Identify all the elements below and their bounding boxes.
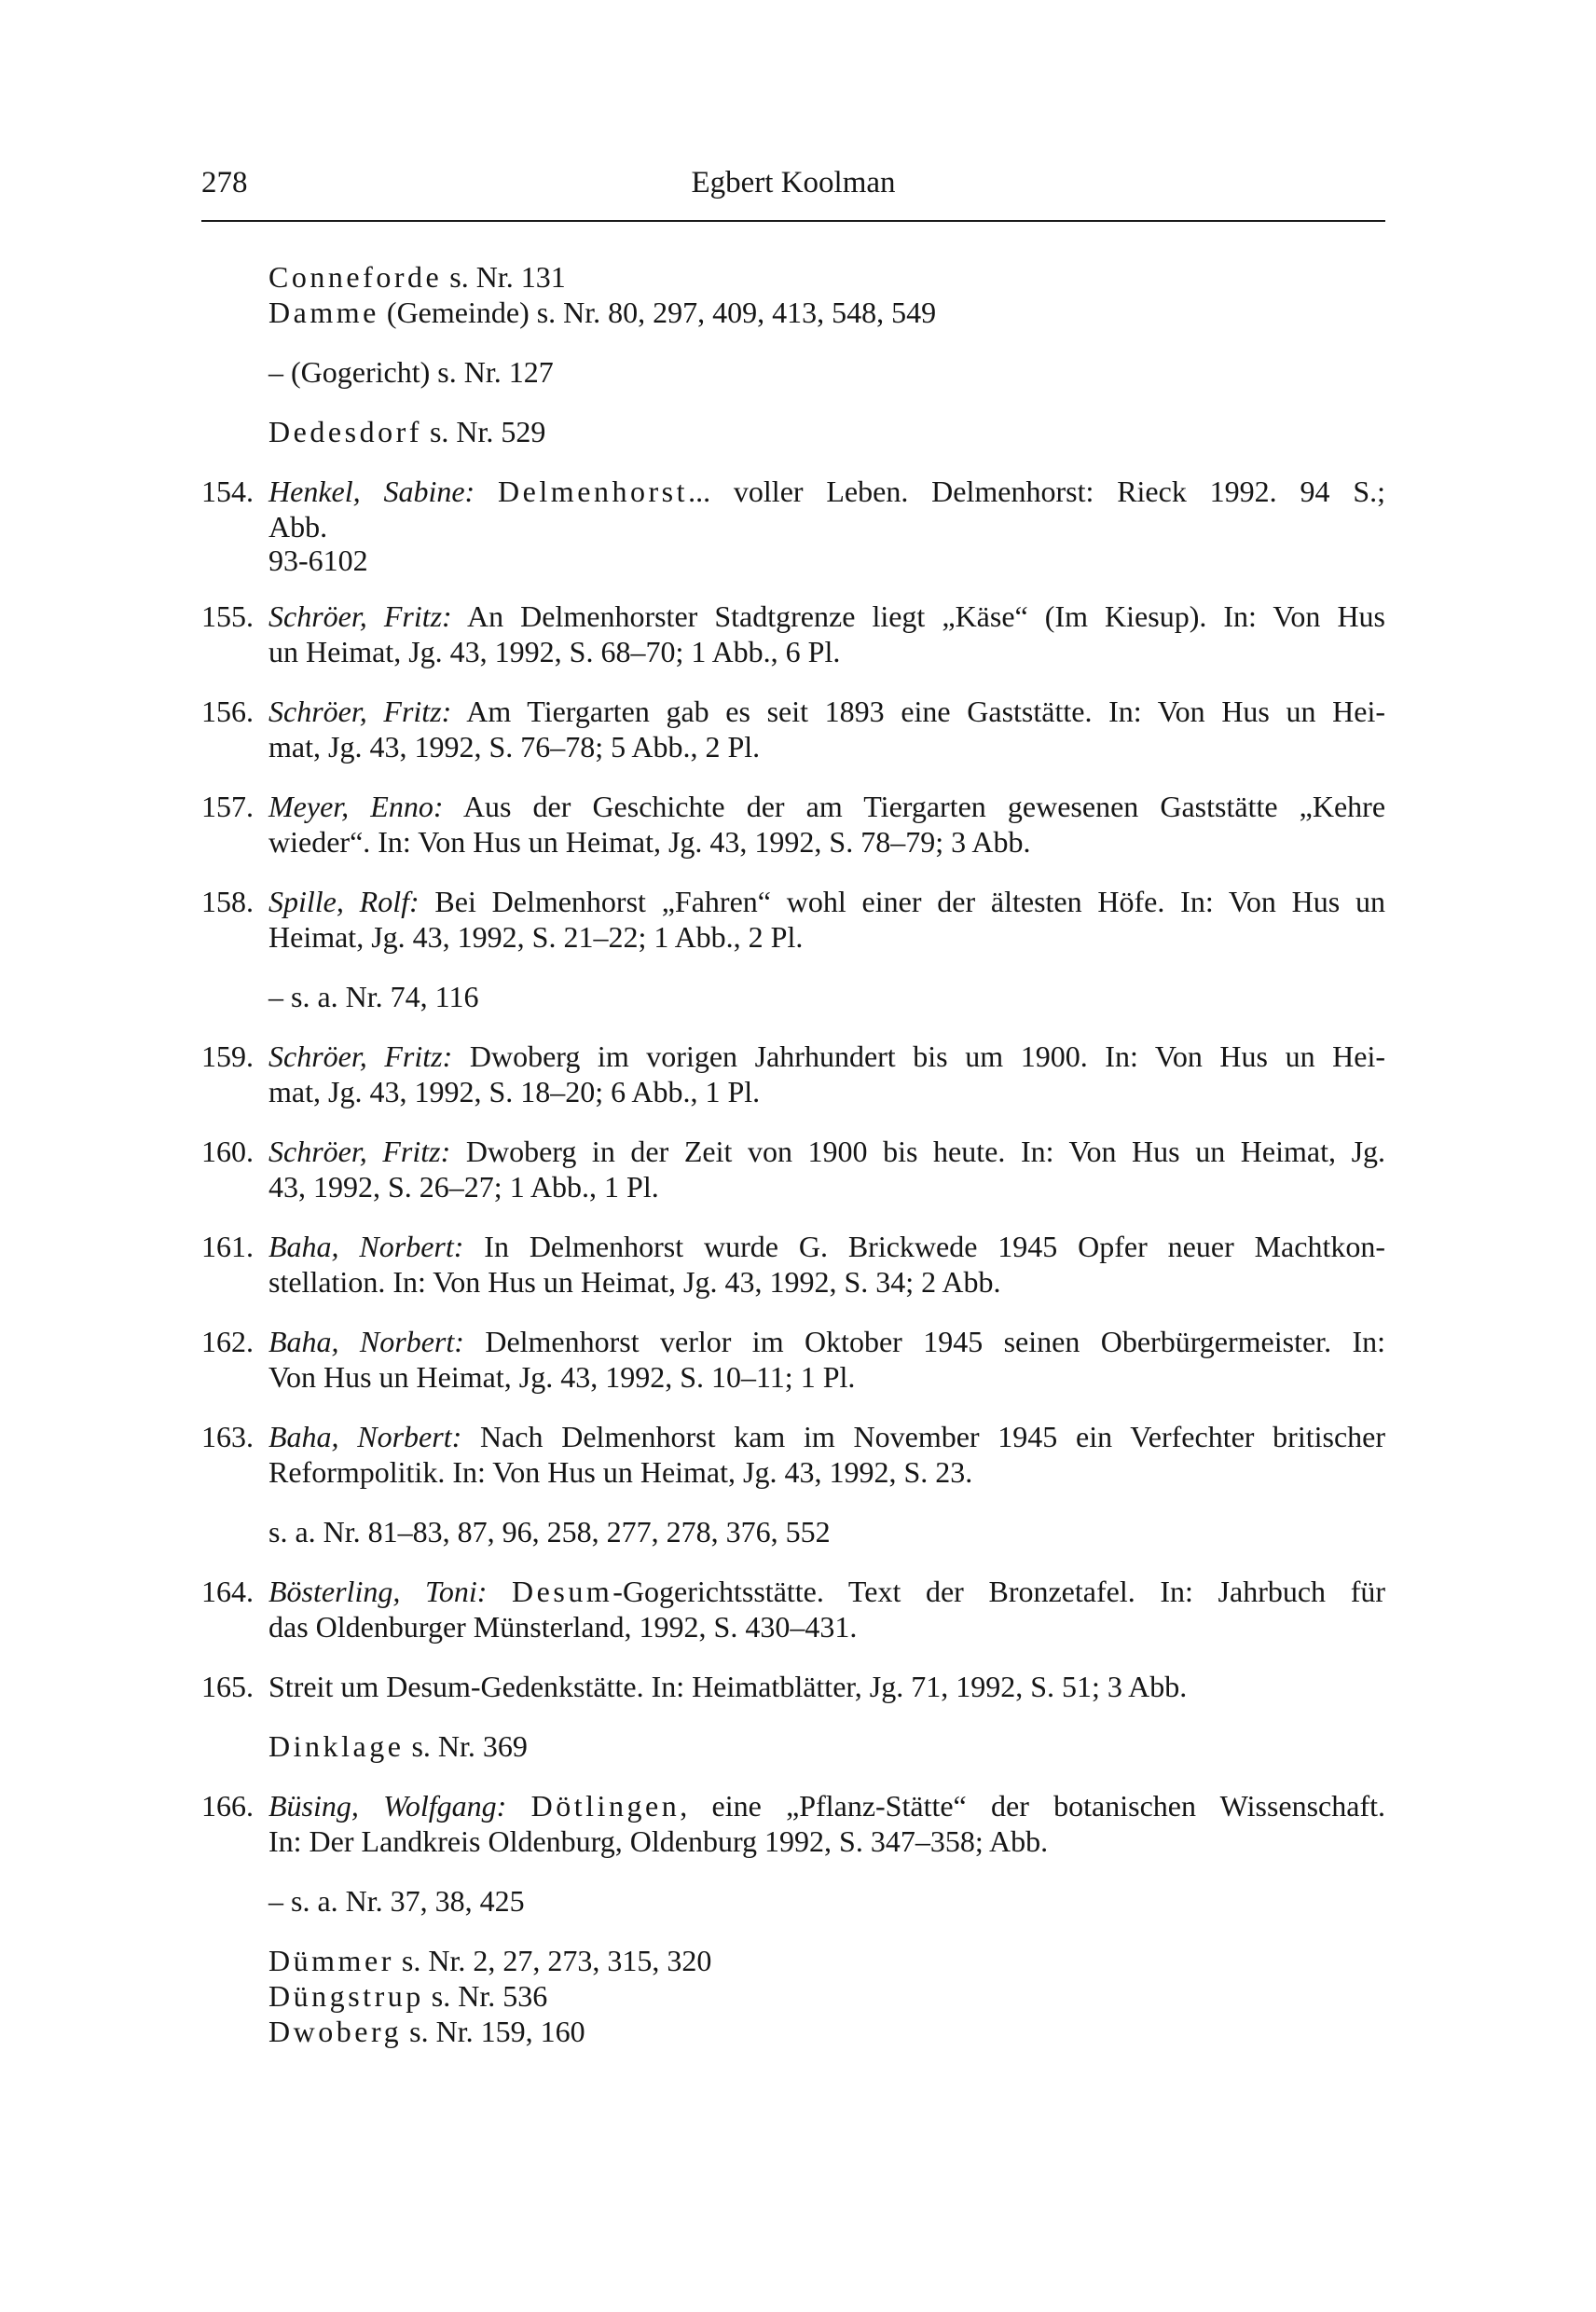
place-entry-conneforde: Conneforde s. Nr. 131	[268, 260, 566, 294]
bib-entry-160-line: 43, 1992, S. 26–27; 1 Abb., 1 Pl.	[268, 1170, 659, 1204]
bib-entry-162-line: Baha, Norbert: Delmenhorst verlor im Oktober 1945 seinen Oberbürgermeister. In:	[268, 1325, 1386, 1358]
bib-entry-154-line: Abb.	[268, 510, 328, 544]
bib-entry-163-line: Reformpolitik. In: Von Hus un Heimat, Jg. 43, 1992, S. 23.	[268, 1455, 973, 1489]
entry-number: 157.	[201, 790, 254, 823]
entry-number: 159.	[201, 1039, 254, 1073]
entry-number: 156.	[201, 695, 254, 728]
bib-entry-161-line: Baha, Norbert: In Delmenhorst wurde G. Brickwede 1945 Opfer neuer Machtkon-	[268, 1230, 1386, 1263]
bib-entry-164-line: das Oldenburger Münsterland, 1992, S. 430–431.	[268, 1610, 858, 1644]
entry-number: 158.	[201, 885, 254, 918]
bib-entry-166-line: In: Der Landkreis Oldenburg, Oldenburg 1992, S. 347–358; Abb.	[268, 1824, 1049, 1858]
bib-entry-159-line: Schröer, Fritz: Dwoberg im vorigen Jahrhundert bis um 1900. In: Von Hus un Hei-	[268, 1039, 1386, 1073]
bib-entry-157-line: Meyer, Enno: Aus der Geschichte der am Tiergarten gewesenen Gaststätte „Kehre	[268, 790, 1386, 823]
bib-entry-160-line: Schröer, Fritz: Dwoberg in der Zeit von 1900 bis heute. In: Von Hus un Heimat, Jg.	[268, 1135, 1386, 1168]
entry-number: 166.	[201, 1789, 254, 1823]
cross-reference: s. a. Nr. 81–83, 87, 96, 258, 277, 278, 376, 552	[268, 1515, 831, 1548]
bib-entry-157-line: wieder“. In: Von Hus un Heimat, Jg. 43, 1992, S. 78–79; 3 Abb.	[268, 825, 1031, 859]
bib-entry-163-line: Baha, Norbert: Nach Delmenhorst kam im November 1945 ein Verfechter britischer	[268, 1420, 1386, 1453]
place-entry-duengstrup: Düngstrup s. Nr. 536	[268, 1979, 548, 2013]
entry-number: 155.	[201, 599, 254, 633]
header-rule	[201, 220, 1385, 222]
bib-entry-155-line: Schröer, Fritz: An Delmenhorster Stadtgrenze liegt „Käse“ (Im Kiesup). In: Von Hus	[268, 599, 1385, 633]
bib-entry-158-line: Spille, Rolf: Bei Delmenhorst „Fahren“ wohl einer der ältesten Höfe. In: Von Hus un	[268, 885, 1386, 918]
running-head: Egbert Koolman	[691, 166, 896, 200]
entry-number: 162.	[201, 1325, 254, 1358]
cross-reference: – s. a. Nr. 74, 116	[268, 980, 479, 1013]
bib-entry-166-line: Büsing, Wolfgang: Dötlingen, eine „Pflanz-Stätte“ der botanischen Wissenschaft.	[268, 1789, 1386, 1823]
entry-number: 160.	[201, 1135, 254, 1168]
place-entry-dinklage: Dinklage s. Nr. 369	[268, 1729, 528, 1763]
cross-reference: – s. a. Nr. 37, 38, 425	[268, 1884, 525, 1918]
cross-reference: – (Gogericht) s. Nr. 127	[268, 355, 554, 389]
bib-entry-156-line: mat, Jg. 43, 1992, S. 76–78; 5 Abb., 2 Pl.	[268, 730, 761, 764]
entry-number: 163.	[201, 1420, 254, 1453]
bib-entry-165-line: Streit um Desum-Gedenkstätte. In: Heimatblätter, Jg. 71, 1992, S. 51; 3 Abb.	[268, 1670, 1188, 1703]
entry-number: 154.	[201, 475, 254, 508]
place-entry-dwoberg: Dwoberg s. Nr. 159, 160	[268, 2015, 585, 2048]
entry-number: 161.	[201, 1230, 254, 1263]
bib-entry-155-line: un Heimat, Jg. 43, 1992, S. 68–70; 1 Abb., 6 Pl.	[268, 635, 841, 668]
bib-entry-158-line: Heimat, Jg. 43, 1992, S. 21–22; 1 Abb., 2 Pl.	[268, 920, 804, 954]
bib-entry-154-line: Henkel, Sabine: Delmenhorst... voller Leben. Delmenhorst: Rieck 1992. 94 S.;	[268, 475, 1386, 508]
bib-entry-156-line: Schröer, Fritz: Am Tiergarten gab es seit 1893 eine Gaststätte. In: Von Hus un Hei-	[268, 695, 1386, 728]
entry-number: 165.	[201, 1670, 254, 1703]
bib-entry-161-line: stellation. In: Von Hus un Heimat, Jg. 43, 1992, S. 34; 2 Abb.	[268, 1265, 1001, 1299]
bib-entry-154-line: 93-6102	[268, 544, 368, 577]
place-entry-dedesdorf: Dedesdorf s. Nr. 529	[268, 415, 546, 448]
bib-entry-162-line: Von Hus un Heimat, Jg. 43, 1992, S. 10–11; 1 Pl.	[268, 1360, 856, 1394]
place-entry-damme: Damme (Gemeinde) s. Nr. 80, 297, 409, 413, 548, 549	[268, 296, 937, 329]
page-number: 278	[201, 166, 248, 200]
page-header	[201, 166, 1385, 214]
entry-number: 164.	[201, 1575, 254, 1608]
bib-entry-159-line: mat, Jg. 43, 1992, S. 18–20; 6 Abb., 1 Pl.	[268, 1075, 761, 1108]
place-entry-duemmer: Dümmer s. Nr. 2, 27, 273, 315, 320	[268, 1944, 712, 1977]
bib-entry-164-line: Bösterling, Toni: Desum-Gogerichtsstätte. Text der Bronzetafel. In: Jahrbuch für	[268, 1575, 1386, 1608]
